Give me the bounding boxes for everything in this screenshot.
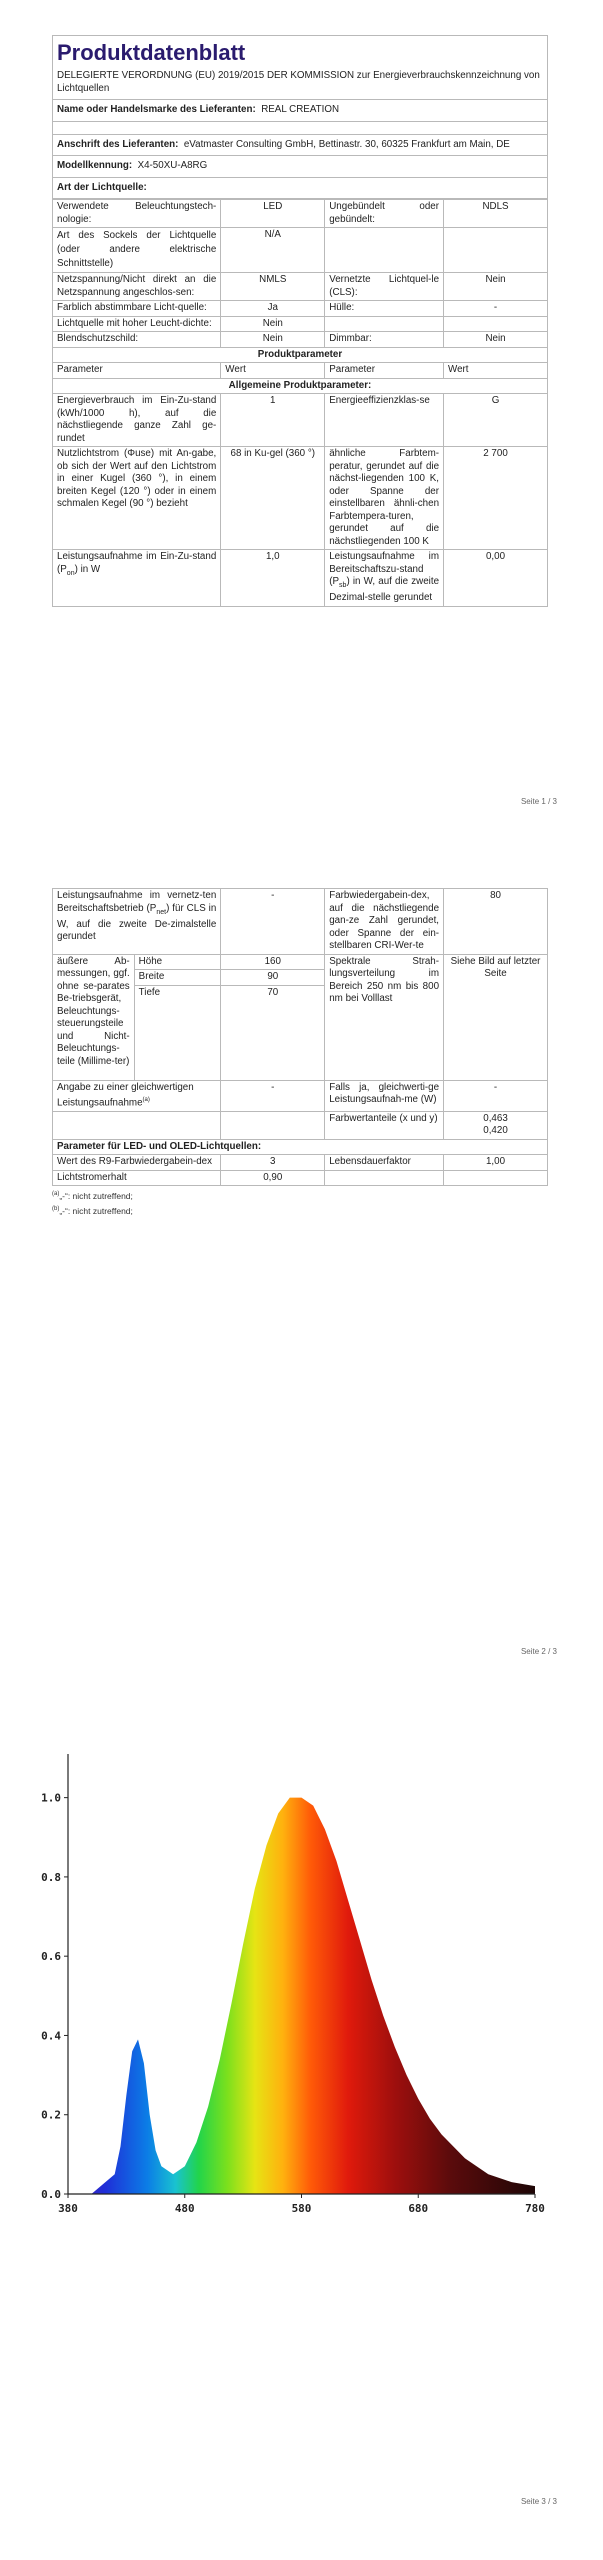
column-header: Wert [444, 363, 548, 379]
table-row [53, 1170, 548, 1186]
footnote-b: $^{(b)}$„-“: nicht zutreffend; [52, 1205, 133, 1216]
equiv-power-value: - [221, 1080, 325, 1111]
param-cell: Verwendete Beleuchtungstech-nologie: [53, 200, 221, 228]
table-row [53, 228, 548, 273]
empty-cell [221, 1111, 325, 1139]
y-tick-label: 0.6 [41, 1950, 61, 1964]
x-tick-label: 780 [525, 2202, 545, 2215]
supplier-name-value: REAL CREATION [261, 104, 340, 115]
column-header: Parameter [325, 363, 444, 379]
value-cell: N/A [221, 228, 325, 273]
general-params-title: Allgemeine Produktparameter: [53, 378, 548, 394]
value-cell: Ja [221, 301, 325, 317]
value-cell: 2 700 [444, 447, 548, 550]
value-cell: Nein [221, 332, 325, 348]
param-cell: Blendschutzschild: [53, 332, 221, 348]
dimension-value: 70 [221, 985, 325, 1000]
section-header-row [53, 378, 548, 394]
param-cell: Ungebündelt oder gebündelt: [325, 200, 444, 228]
x-tick-label: 580 [291, 2202, 312, 2215]
cri-label: Farbwiedergabein-dex, auf die nächstliegende gan-ze Zahl gerundet, oder Spanne der ein-stellbaren CRI-Wer-te [325, 889, 444, 955]
model-row [52, 156, 548, 178]
empty-cell [53, 1111, 221, 1139]
value-cell: Nein [444, 332, 548, 348]
table-row [53, 200, 548, 228]
value-cell: - [444, 301, 548, 317]
chromaticity-value: 0,463 0,420 [444, 1111, 548, 1139]
equiv-power-w-value: - [444, 1080, 548, 1111]
param-cell: Farblich abstimmbare Licht-quelle: [53, 301, 221, 317]
param-cell: Energieeffizienzklas-se [325, 394, 444, 447]
param-cell: Hülle: [325, 301, 444, 317]
y-tick-label: 1.0 [41, 1791, 61, 1805]
supplier-address-row [52, 135, 548, 157]
value-cell: Nein [221, 316, 325, 332]
supplier-name-row [52, 100, 548, 122]
dimension-value: 90 [221, 970, 325, 986]
datasheet-header [52, 35, 548, 607]
empty-cell [325, 1170, 444, 1186]
page-number: Seite 3 / 3 [520, 2497, 557, 2506]
table-row [53, 1080, 548, 1111]
param-cell: ähnliche Farbtem-peratur, gerundet auf die nächst-liegenden 100 K, oder Spanne der einstellbaren ähnli-chen Farbtempera-turen, gerundet auf die nächstliegenden 100 K [325, 447, 444, 550]
page-1 [0, 0, 603, 850]
r9-value: 3 [221, 1155, 325, 1171]
spectral-distribution-chart [40, 1750, 555, 2240]
address-label: Anschrift des Lieferanten: [57, 138, 179, 150]
dimensions-label: äußere Ab-messungen, ggf. ohne se-parates Be-triebsgerät, Beleuchtungs-steuerungsteile und Nicht-Beleuchtungs-teile (Millime-ter) [53, 954, 135, 1080]
value-cell: 1 [221, 394, 325, 447]
model-value: X4-50XU-A8RG [137, 160, 208, 171]
table-row [53, 550, 548, 607]
standby-power-label: Leistungsaufnahme im Bereitschaftszu-stand $(P_{sb})$ in W, auf die zweite Dezimal-stelle gerundet [325, 550, 444, 607]
value-cell: G [444, 394, 548, 447]
page-number: Seite 1 / 3 [520, 797, 557, 806]
dimension-name: Breite [134, 970, 221, 986]
table-row [53, 301, 548, 317]
dimension-value: 160 [221, 954, 325, 970]
table-row [53, 1111, 548, 1139]
table-row [53, 316, 548, 332]
light-type-label: Art der Lichtquelle: [57, 181, 147, 193]
page-title: Produktdatenblatt [57, 40, 246, 65]
regulation-text: DELEGIERTE VERORDNUNG (EU) 2019/2015 DER KOMMISSION zur Energieverbrauchskennzeichnung von Lichtquellen [57, 70, 540, 94]
net-standby-value: - [221, 889, 325, 955]
value-cell [444, 228, 548, 273]
light-source-table [52, 199, 548, 607]
y-tick-label: 0.2 [41, 2108, 61, 2122]
param-cell: Art des Sockels der Lichtquelle (oder andere elektrische Schnittstelle) [53, 228, 221, 273]
param-cell: Dimmbar: [325, 332, 444, 348]
table-row [53, 447, 548, 550]
param-cell [325, 228, 444, 273]
column-header: Wert [221, 363, 325, 379]
lumen-maintenance-label: Lichtstromerhalt [53, 1170, 221, 1186]
value-cell: NDLS [444, 200, 548, 228]
param-cell: Netzspannung/Nicht direkt an die Netzspannung angeschlos-sen: [53, 273, 221, 301]
section-title: Produktparameter [53, 347, 548, 363]
table-row [53, 273, 548, 301]
empty-cell [444, 1170, 548, 1186]
table-row [53, 394, 548, 447]
lifetime-factor-label: Lebensdauerfaktor [325, 1155, 444, 1171]
empty-cell [221, 1000, 325, 1080]
chromaticity-label: Farbwertanteile (x und y) [325, 1111, 444, 1139]
title-block [52, 35, 548, 100]
on-power-label: Leistungsaufnahme im Ein-Zu-stand $(P_{on})$ in W [53, 550, 221, 607]
column-header-row [53, 363, 548, 379]
value-cell: 68 in Ku-gel (360 °) [221, 447, 325, 550]
value-cell [444, 316, 548, 332]
r9-label: Wert des R9-Farbwiedergabein-dex [53, 1155, 221, 1171]
model-label: Modellkennung: [57, 160, 133, 171]
datasheet-continued [52, 888, 548, 1218]
y-tick-label: 0.0 [41, 2188, 61, 2201]
spacer [52, 122, 548, 135]
page-2 [0, 850, 603, 1700]
dimension-name: Tiefe [134, 985, 221, 1000]
supplier-name-label: Name oder Handelsmarke des Lieferanten: [57, 104, 256, 115]
section-header-row [53, 347, 548, 363]
plot-area [41, 1754, 545, 2215]
table-row [53, 332, 548, 348]
page-number: Seite 2 / 3 [520, 1647, 557, 1656]
table-row [53, 889, 548, 955]
value-cell: Nein [444, 273, 548, 301]
spectral-value: Siehe Bild auf letzter Seite [444, 954, 548, 1080]
x-tick-label: 680 [408, 2202, 429, 2215]
param-cell: Energieverbrauch im Ein-Zu-stand (kWh/1000 h), auf die nächstliegende ganze Zahl ge-rundet [53, 394, 221, 447]
x-tick-label: 480 [174, 2202, 195, 2215]
spectral-label: Spektrale Strah-lungsverteilung im Bereich 250 nm bis 800 nm bei Volllast [325, 954, 444, 1080]
param-cell: Lichtquelle mit hoher Leucht-dichte: [53, 316, 221, 332]
column-header: Parameter [53, 363, 221, 379]
address-value: eVatmaster Consulting GmbH, Bettinastr. 30, 60325 Frankfurt am Main, DE [183, 138, 510, 150]
on-power-value: 1,0 [221, 550, 325, 607]
params-table-continued [52, 888, 548, 1186]
param-cell: Nutzlichtstrom (Φuse) mit An-gabe, ob sich der Wert auf den Lichtstrom in einer Kugel (360 °), in einem breiten Kegel (120 °) oder in einem schmalen Kegel (90 °) bezieht [53, 447, 221, 550]
value-cell: NMLS [221, 273, 325, 301]
net-standby-label: Leistungsaufnahme im vernetz-ten Bereitschaftsbetrieb $(P_{net})$ für CLS in W, auf die zweite De-zimalstelle gerundet [53, 889, 221, 955]
spectrum-area [68, 1798, 535, 2194]
page-3 [0, 1700, 603, 2560]
table-row [53, 1155, 548, 1171]
equiv-power-w-label: Falls ja, gleichwerti-ge Leistungsaufnah-me (W) [325, 1080, 444, 1111]
dimension-name: Höhe [134, 954, 221, 970]
cri-value: 80 [444, 889, 548, 955]
footnote-a: $^{(a)}$„-“: nicht zutreffend; [52, 1191, 133, 1202]
x-tick-label: 380 [58, 2202, 78, 2215]
empty-cell [134, 1000, 221, 1080]
equiv-power-label: Angabe zu einer gleichwertigen Leistungsaufnahme$^{(a)}$ [53, 1080, 221, 1111]
standby-power-value: 0,00 [444, 550, 548, 607]
lumen-maintenance-value: 0,90 [221, 1170, 325, 1186]
light-type-row [52, 178, 548, 200]
led-section-title: Parameter für LED- und OLED-Lichtquellen: [53, 1139, 548, 1155]
param-cell [325, 316, 444, 332]
table-row [53, 954, 548, 970]
param-cell: Vernetzte Lichtquel-le (CLS): [325, 273, 444, 301]
value-cell: LED [221, 200, 325, 228]
y-tick-label: 0.8 [41, 1870, 61, 1884]
lifetime-factor-value: 1,00 [444, 1155, 548, 1171]
y-tick-label: 0.4 [41, 2029, 61, 2043]
section-header-row [53, 1139, 548, 1155]
